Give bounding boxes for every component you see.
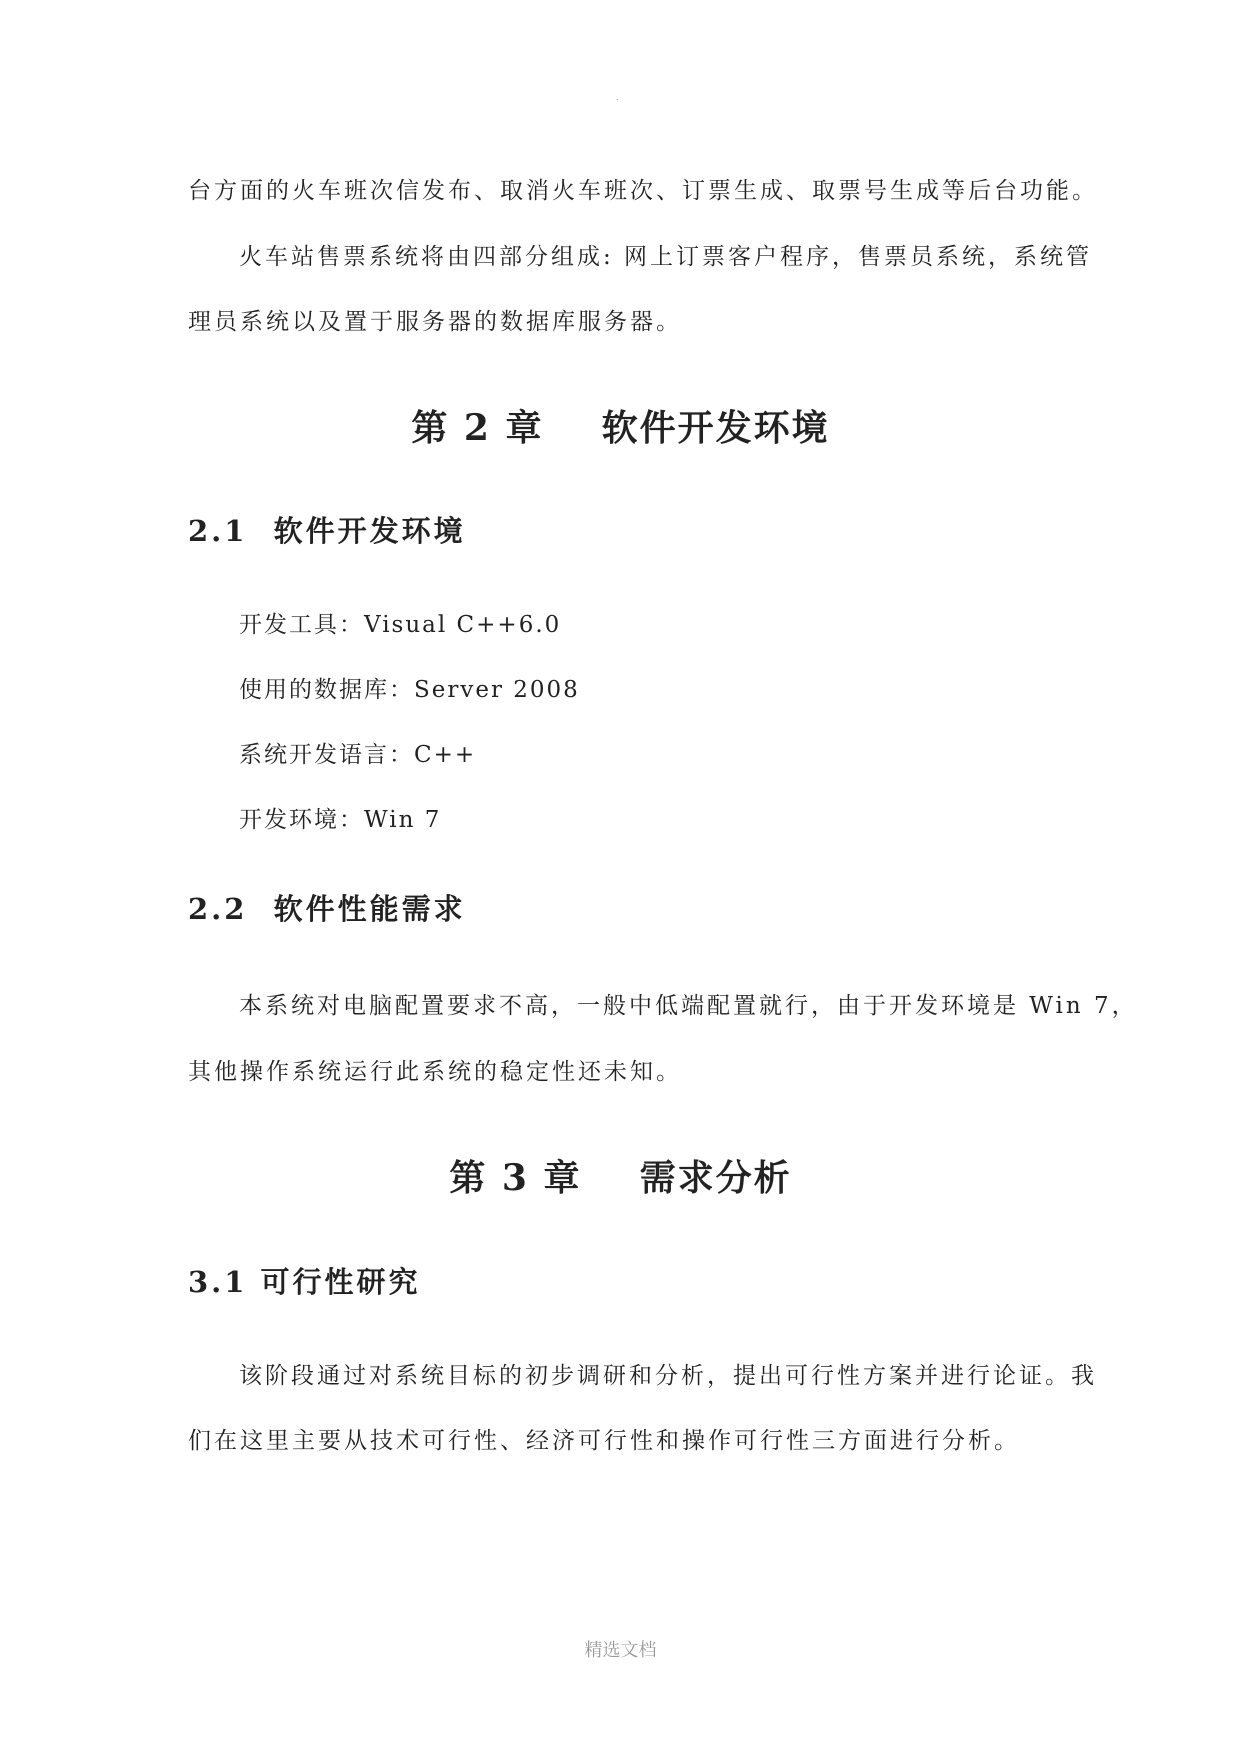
- feasibility-line-1: 该阶段通过对系统目标的初步调研和分析，提出可行性方案并进行论证。我: [239, 1363, 1097, 1389]
- page-footer: 精选文档: [584, 1640, 657, 1661]
- chapter-3-title: 第 3 章 需求分析: [449, 1157, 792, 1199]
- environment-item: 开发环境：Win 7: [239, 807, 442, 833]
- intro-paragraph-2-line-2: 理员系统以及置于服务器的数据库服务器。: [188, 309, 682, 335]
- chapter-2-title: 第 2 章 软件开发环境: [411, 407, 830, 449]
- section-3-1-title: 3.1 可行性研究: [188, 1265, 421, 1299]
- database-item: 使用的数据库：Server 2008: [239, 677, 580, 703]
- performance-line-2: 其他操作系统运行此系统的稳定性还未知。: [188, 1059, 682, 1085]
- section-2-2-title: 2.2 软件性能需求: [188, 892, 466, 926]
- dev-tool-item: 开发工具：Visual C++6.0: [239, 612, 562, 638]
- intro-paragraph-2-line-1: 火车站售票系统将由四部分组成: 网上订票客户程序，售票员系统，系统管: [239, 244, 1093, 270]
- section-2-1-title: 2.1 软件开发环境: [188, 514, 466, 548]
- language-item: 系统开发语言：C++: [239, 742, 477, 768]
- intro-line-1: 台方面的火车班次信发布、取消火车班次、订票生成、取票号生成等后台功能。: [188, 178, 1098, 204]
- feasibility-line-2: 们在这里主要从技术可行性、经济可行性和操作可行性三方面进行分析。: [188, 1428, 1020, 1454]
- page-mark: .: [616, 93, 619, 102]
- performance-line-1: 本系统对电脑配置要求不高，一般中低端配置就行，由于开发环境是 Win 7，: [239, 993, 1138, 1019]
